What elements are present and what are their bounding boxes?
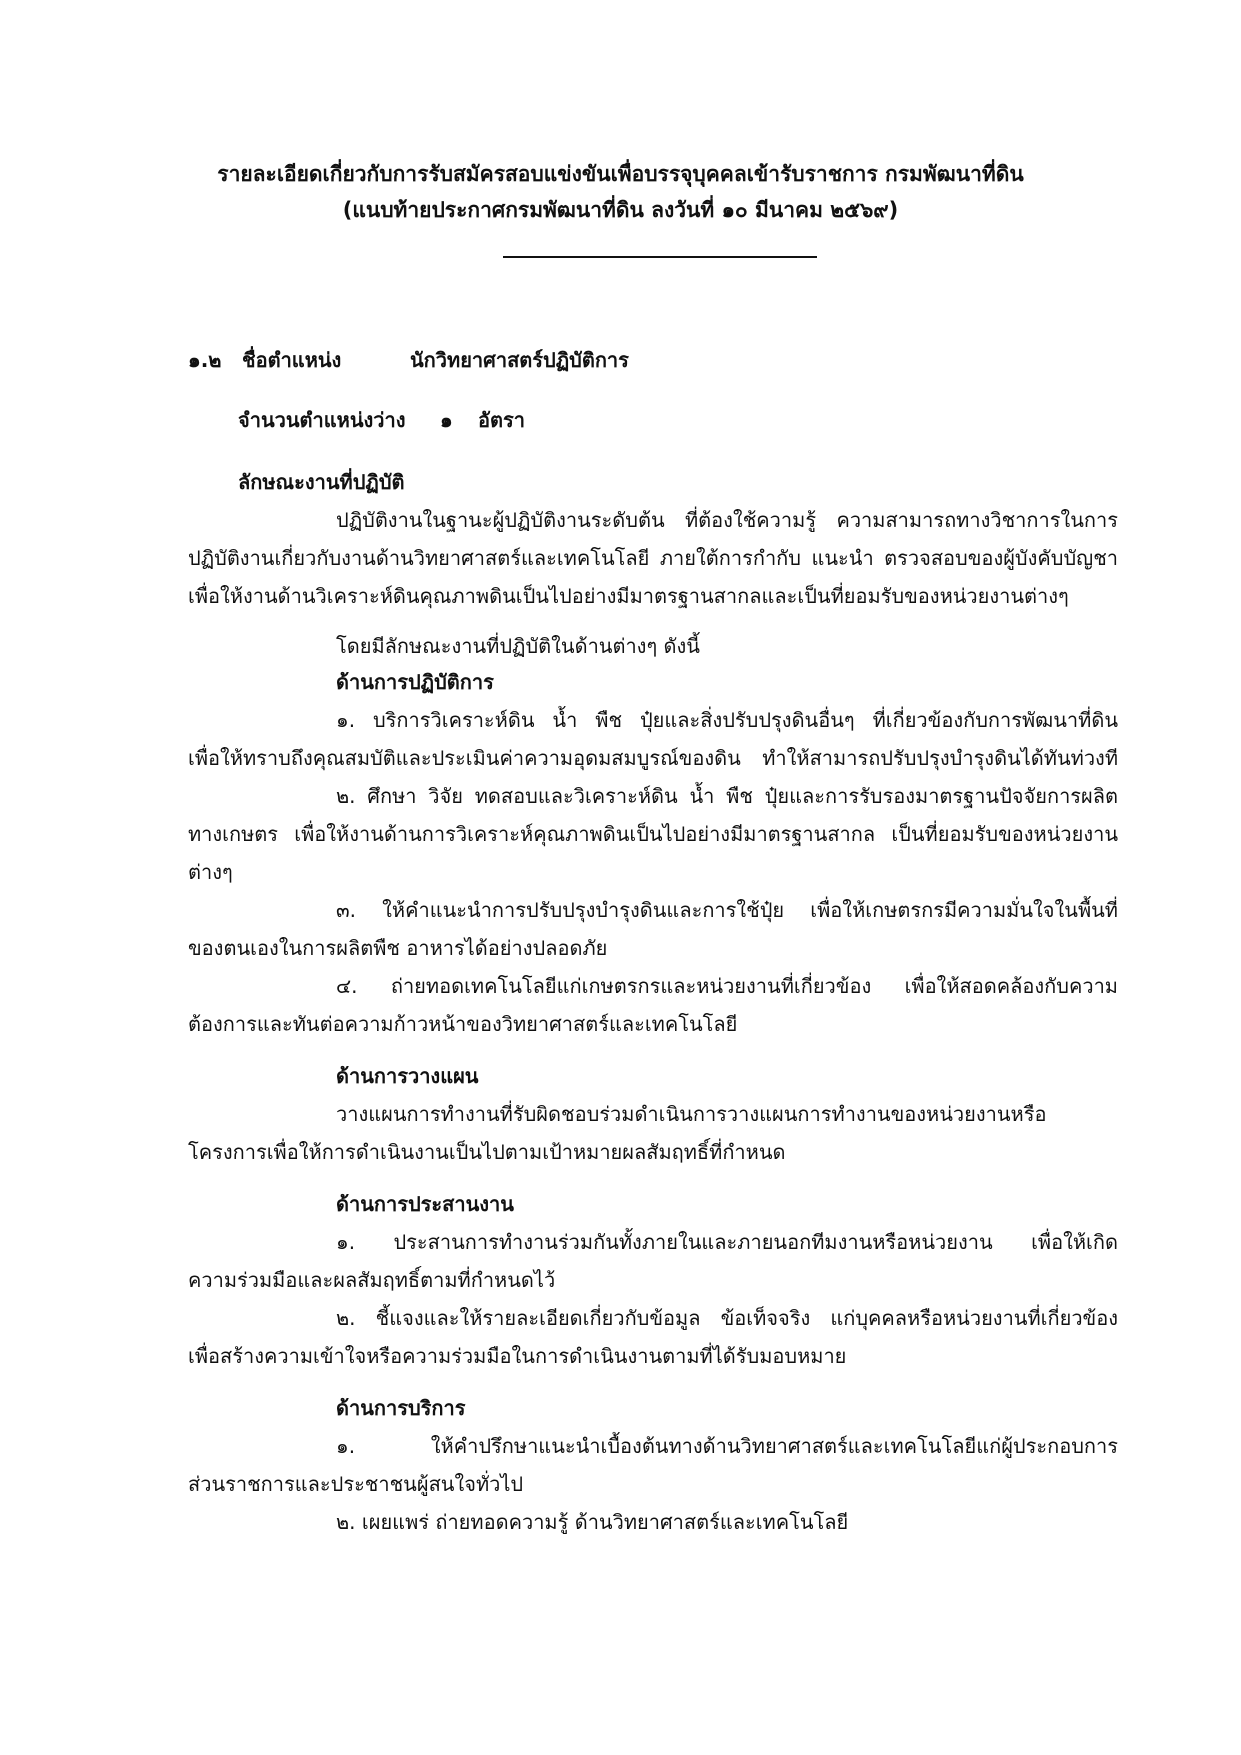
coordination-item-line: ๒. ชี้แจงและให้รายละเอียดเกี่ยวกับข้อมูล ข้อเท็จจริง แก่บุคคลหรือหน่วยงานที่เกี่ยวข้อง: [336, 1306, 1118, 1330]
duties-heading: ลักษณะงานที่ปฏิบัติ: [238, 470, 405, 494]
vacancy-label: จำนวนตำแหน่งว่าง: [238, 408, 406, 432]
coordination-item-line: เพื่อสร้างความเข้าใจหรือความร่วมมือในการดำเนินงานตามที่ได้รับมอบหมาย: [188, 1344, 847, 1368]
planning-heading: ด้านการวางแผน: [336, 1064, 479, 1088]
service-item-line: ๑. ให้คำปรึกษาแนะนำเบื้องต้นทางด้านวิทยาศาสตร์และเทคโนโลยีแก่ผู้ประกอบการ: [336, 1434, 1118, 1458]
position-name: นักวิทยาศาสตร์ปฏิบัติการ: [410, 348, 629, 372]
planning-line: โครงการเพื่อให้การดำเนินงานเป็นไปตามเป้าหมายผลสัมฤทธิ์ที่กำหนด: [188, 1140, 786, 1164]
service-item-line: ๒. เผยแพร่ ถ่ายทอดความรู้ ด้านวิทยาศาสตร์และเทคโนโลยี: [336, 1510, 849, 1534]
title-divider: [503, 256, 817, 258]
duties-intro-line: ปฏิบัติงานเกี่ยวกับงานด้านวิทยาศาสตร์และเทคโนโลยี ภายใต้การกำกับ แนะนำ ตรวจสอบของผู้บังคับบัญชา: [188, 546, 1118, 570]
duties-lead: โดยมีลักษณะงานที่ปฏิบัติในด้านต่างๆ ดังนี้: [336, 634, 700, 658]
operations-item-line: ต่างๆ: [188, 860, 233, 884]
operations-item-line: ๑. บริการวิเคราะห์ดิน น้ำ พืช ปุ๋ยและสิ่งปรับปรุงดินอื่นๆ ที่เกี่ยวข้องกับการพัฒนาที่ดิน: [336, 708, 1118, 732]
vacancy-count: ๑: [440, 408, 453, 432]
coordination-item-line: ๑. ประสานการทำงานร่วมกันทั้งภายในและภายนอกทีมงานหรือหน่วยงาน เพื่อให้เกิด: [336, 1230, 1118, 1254]
operations-item-line: ๒. ศึกษา วิจัย ทดสอบและวิเคราะห์ดิน น้ำ พืช ปุ๋ยและการรับรองมาตรฐานปัจจัยการผลิต: [336, 784, 1118, 808]
service-item-line: ส่วนราชการและประชาชนผู้สนใจทั่วไป: [188, 1472, 524, 1496]
operations-item-line: เพื่อให้ทราบถึงคุณสมบัติและประเมินค่าความอุดมสมบูรณ์ของดิน ทำให้สามารถปรับปรุงบำรุงดินได้ทันท่วงที: [188, 746, 1118, 770]
service-heading: ด้านการบริการ: [336, 1396, 466, 1420]
document-subtitle: (แนบท้ายประกาศกรมพัฒนาที่ดิน ลงวันที่ ๑๐ มีนาคม ๒๕๖๙): [342, 198, 899, 222]
operations-heading: ด้านการปฏิบัติการ: [336, 670, 494, 694]
coordination-heading: ด้านการประสานงาน: [336, 1192, 514, 1216]
coordination-item-line: ความร่วมมือและผลสัมฤทธิ์ตามที่กำหนดไว้: [188, 1268, 556, 1292]
vacancy-unit: อัตรา: [478, 408, 525, 432]
planning-line: วางแผนการทำงานที่รับผิดชอบร่วมดำเนินการวางแผนการทำงานของหน่วยงานหรือ: [336, 1102, 1047, 1126]
position-label: ชื่อตำแหน่ง: [242, 348, 342, 372]
operations-item-line: ของตนเองในการผลิตพืช อาหารได้อย่างปลอดภัย: [188, 936, 608, 960]
operations-item-line: ๔. ถ่ายทอดเทคโนโลยีแก่เกษตรกรและหน่วยงานที่เกี่ยวข้อง เพื่อให้สอดคล้องกับความ: [336, 974, 1118, 998]
document-title: รายละเอียดเกี่ยวกับการรับสมัครสอบแข่งขันเพื่อบรรจุบุคคลเข้ารับราชการ กรมพัฒนาที่ดิน: [217, 162, 1024, 186]
duties-intro-line: เพื่อให้งานด้านวิเคราะห์ดินคุณภาพดินเป็นไปอย่างมีมาตรฐานสากลและเป็นที่ยอมรับของหน่วยงานต่างๆ: [188, 584, 1069, 608]
operations-item-line: ๓. ให้คำแนะนำการปรับปรุงบำรุงดินและการใช้ปุ๋ย เพื่อให้เกษตรกรมีความมั่นใจในพื้นที่: [336, 898, 1118, 922]
position-number: ๑.๒: [188, 348, 222, 372]
duties-intro-line: ปฏิบัติงานในฐานะผู้ปฏิบัติงานระดับต้น ที่ต้องใช้ความรู้ ความสามารถทางวิชาการในการ: [336, 508, 1118, 532]
operations-item-line: ต้องการและทันต่อความก้าวหน้าของวิทยาศาสตร์และเทคโนโลยี: [188, 1012, 738, 1036]
operations-item-line: ทางเกษตร เพื่อให้งานด้านการวิเคราะห์คุณภาพดินเป็นไปอย่างมีมาตรฐานสากล เป็นที่ยอมรับของหน่วยงาน: [188, 822, 1118, 846]
